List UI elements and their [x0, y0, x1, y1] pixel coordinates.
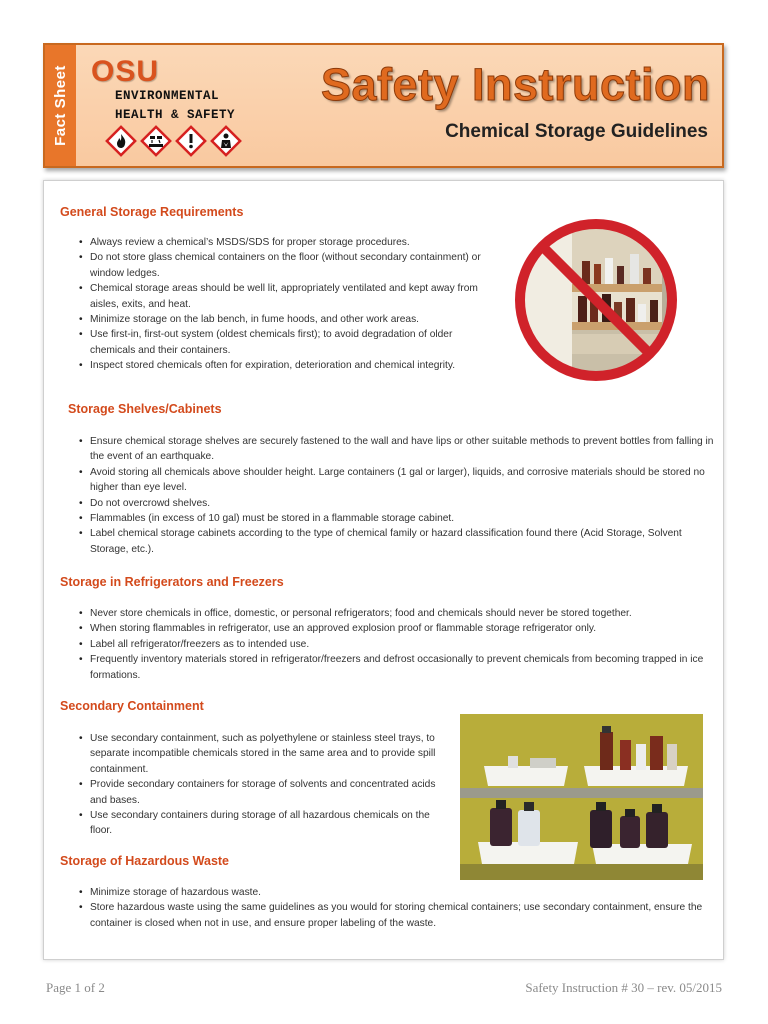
list-item: • Frequently inventory materials stored in refrigerator/freezers and defrost occasionally to prevent chemicals from becoming trapped in ice formations.	[77, 652, 717, 683]
exclamation-icon	[175, 125, 207, 157]
department-name	[115, 87, 235, 125]
list-item: • Use secondary containment, such as polyethylene or stainless steel trays, to separate incompatible chemicals stored in the same area and to provide spill containment.	[77, 731, 452, 777]
list-item: • Chemical storage areas should be well lit, appropriately ventilated and kept away from aisles, exits, and heat.	[77, 281, 497, 312]
list-item: • Ensure chemical storage shelves are securely fastened to the wall and have lips or other suitable methods to prevent bottles from falling in the event of an earthquake.	[77, 434, 717, 465]
section-heading-secondary: Secondary Containment	[60, 699, 204, 713]
list-item: • Label all refrigerator/freezers as to intended use.	[77, 637, 717, 652]
header-banner	[43, 43, 724, 168]
page-number: Page 1 of 2	[46, 980, 105, 995]
list-item: • Do not overcrowd shelves.	[77, 496, 717, 511]
fact-sheet-label: Fact Sheet	[52, 65, 70, 146]
prohibited-storage-photo	[512, 216, 680, 384]
list-item: • Use secondary containers during storage of all hazardous chemicals on the floor.	[77, 808, 452, 839]
hazard-pictograms	[105, 125, 242, 157]
corrosive-icon	[140, 125, 172, 157]
list-item: • Minimize storage of hazardous waste.	[77, 885, 717, 900]
list-secondary-containment	[77, 731, 452, 839]
document-revision: Safety Instruction # 30 – rev. 05/2015	[525, 980, 722, 995]
list-refrigerators	[77, 606, 717, 683]
list-item: • Use first-in, first-out system (oldest chemicals first); to avoid degradation of older chemicals and their containers.	[77, 327, 497, 358]
section-heading-shelves: Storage Shelves/Cabinets	[68, 402, 222, 416]
org-logo-text: OSU	[91, 55, 160, 88]
section-heading-hazardous-waste: Storage of Hazardous Waste	[60, 854, 230, 868]
list-item: • When storing flammables in refrigerator, use an approved explosion proof or flammable storage refrigerator only.	[77, 621, 717, 636]
list-item: • Never store chemicals in office, domestic, or personal refrigerators; food and chemicals should never be stored together.	[77, 606, 717, 621]
list-item: • Avoid storing all chemicals above shoulder height. Large containers (1 gal or larger), liquids, and corrosive materials should be stored no higher than eye level.	[77, 465, 717, 496]
flame-icon	[105, 125, 137, 157]
list-item: • Do not store glass chemical containers on the floor (without secondary containment) or window ledges.	[77, 250, 497, 281]
list-item: • Provide secondary containers for storage of solvents and concentrated acids and bases.	[77, 777, 452, 808]
document-subtitle: Chemical Storage Guidelines	[445, 121, 708, 142]
list-shelves-cabinets	[77, 434, 717, 557]
health-hazard-icon	[210, 125, 242, 157]
fact-sheet-tab	[45, 45, 76, 166]
list-item: • Flammables (in excess of 10 gal) must be stored in a flammable storage cabinet.	[77, 511, 717, 526]
document-title: Safety Instruction	[320, 59, 710, 110]
list-item: • Store hazardous waste using the same guidelines as you would for storing chemical containers; use secondary containment, ensure the container is closed when not in use, and ensure proper labeling of the waste.	[77, 900, 717, 931]
department-line-1: ENVIRONMENTAL	[115, 89, 220, 103]
section-heading-refrigerators: Storage in Refrigerators and Freezers	[60, 575, 284, 589]
list-item: • Minimize storage on the lab bench, in fume hoods, and other work areas.	[77, 312, 497, 327]
list-item: • Label chemical storage cabinets according to the type of chemical family or hazard classification found there (Acid Storage, Solvent Storage, etc.).	[77, 526, 717, 557]
list-item: • Always review a chemical’s MSDS/SDS for proper storage procedures.	[77, 235, 497, 250]
list-general-storage	[77, 235, 497, 374]
department-line-2: HEALTH & SAFETY	[115, 108, 236, 122]
content-card	[43, 180, 724, 960]
secondary-containment-photo	[460, 714, 703, 880]
list-hazardous-waste	[77, 885, 717, 931]
list-item: • Inspect stored chemicals often for expiration, deterioration and chemical integrity.	[77, 358, 497, 373]
section-heading-general: General Storage Requirements	[60, 205, 244, 219]
